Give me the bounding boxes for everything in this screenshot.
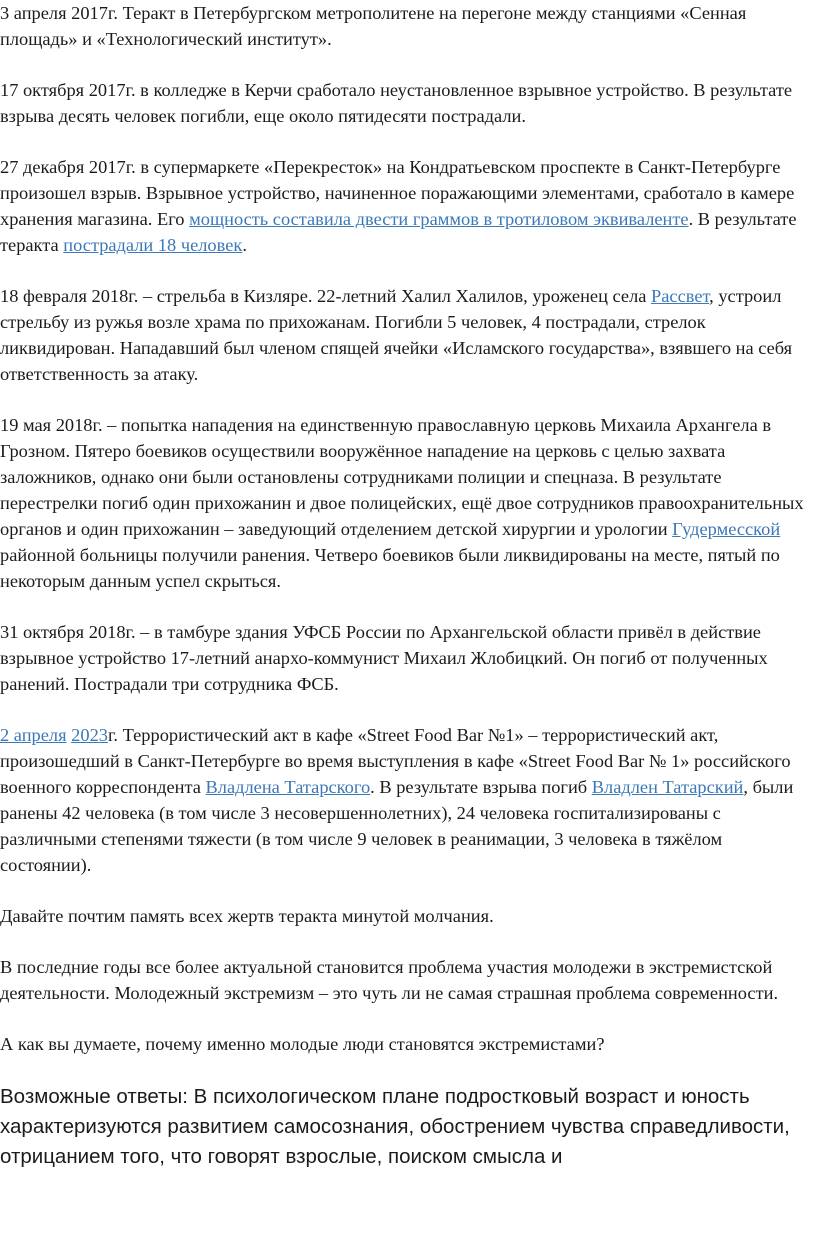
paragraph-possible-answers: Возможные ответы: В психологическом плане подростковый возраст и юность характеризуются развитием самосознания, обострением чувства справедливости, отрицанием того, что говорят взрослые, поиском смысла и bbox=[0, 1085, 790, 1168]
link-gudermes[interactable]: Гудермесской bbox=[672, 519, 781, 539]
text-segment: районной больницы получили ранения. Четверо боевиков были ликвидированы на месте, пятый по некоторым данным успел скрыться. bbox=[0, 545, 780, 591]
paragraph-kizlyar-shooting bbox=[0, 283, 814, 387]
text-segment: 27 декабря 2017г. в супермаркете «Перекресток» на Кондратьевском проспекте в Санкт-Петербурге произошел взрыв. Взрывное устройство, начиненное поражающими элементами, сработало в камере хранения магазина. Его bbox=[0, 157, 795, 229]
text-segment: . В результате взрыва погиб bbox=[370, 777, 592, 797]
text-segment: . bbox=[242, 235, 247, 255]
paragraph-kerch-college: 17 октября 2017г. в колледже в Керчи сработало неустановленное взрывное устройство. В результате взрыва десять человек погибли, еще около пятидесяти пострадали. bbox=[0, 80, 793, 126]
text-segment: 19 мая 2018г. – попытка нападения на единственную православную церковь Михаила Архангела в Грозном. Пятеро боевиков осуществили вооружённое нападение на церковь с целью захвата заложников, однако они были остановлены сотрудниками полиции и спецназа. В результате перестрелки погиб один прихожанин и двое полицейских, ещё двое сотрудников правоохранительных органов и один прихожанин – заведующий отделением детской хирургии и урологии bbox=[0, 415, 804, 539]
text-segment: г. Террористический акт в кафе «Street Food Bar №1» – террористический акт, произошедший в Санкт-Петербурге во время выступления в кафе «Street Food Bar № 1» российского военного корреспондента bbox=[0, 725, 791, 797]
paragraph-minute-of-silence: Давайте почтим память всех жертв теракта минутой молчания. bbox=[0, 906, 494, 926]
text-segment: 18 февраля 2018г. – стрельба в Кизляре. 22-летний Халил Халилов, уроженец села bbox=[0, 286, 652, 306]
link-rassvet[interactable]: Рассвет bbox=[651, 286, 710, 306]
paragraph-question: А как вы думаете, почему именно молодые люди становятся экстремистами? bbox=[0, 1034, 605, 1054]
paragraph-metro-attack: 3 апреля 2017г. Теракт в Петербургском метрополитене на перегоне между станциями «Сенная площадь» и «Технологический институт». bbox=[0, 3, 747, 49]
link-power-tnt[interactable]: мощность составила двести граммов в тротиловом эквиваленте bbox=[189, 209, 689, 229]
link-vladlen-tatarsky[interactable]: Владлен Татарский bbox=[591, 777, 744, 797]
link-injured-18[interactable]: пострадали 18 человек bbox=[63, 235, 243, 255]
link-vladlen-tatarsky-genitive[interactable]: Владлена Татарского bbox=[205, 777, 371, 797]
link-year-2023[interactable]: 2023 bbox=[71, 725, 108, 745]
paragraph-youth-extremism: В последние годы все более актуальной становится проблема участия молодежи в экстремистской деятельности. Молодежный экстремизм – это чуть ли не самая страшная проблема современности. bbox=[0, 957, 779, 1003]
paragraph-arkhangelsk-fsb: 31 октября 2018г. – в тамбуре здания УФСБ России по Архангельской области привёл в действие взрывное устройство 17-летний анархо-коммунист Михаил Жлобицкий. Он погиб от полученных ранений. Пострадали три сотрудника ФСБ. bbox=[0, 622, 768, 694]
text-segment: , были ранены 42 человека (в том числе 3 несовершеннолетних), 24 человека госпитализированы с различными степенями тяжести (в том числе 9 человек в реанимации, 3 человека в тяжёлом состоянии). bbox=[0, 777, 794, 875]
text-segment: . В результате теракта bbox=[0, 209, 797, 255]
text-segment: , устроил стрельбу из ружья возле храма по прихожанам. Погибли 5 человек, 4 пострадали, стрелок ликвидирован. Нападавший был членом спящей ячейки «Исламского государства», взявшего на себя ответственность за атаку. bbox=[0, 286, 793, 384]
paragraph-perekrestok-explosion bbox=[0, 154, 814, 258]
paragraph-street-food-bar bbox=[0, 722, 814, 878]
paragraph-grozny-church bbox=[0, 412, 814, 594]
link-april-2[interactable]: 2 апреля bbox=[0, 725, 67, 745]
